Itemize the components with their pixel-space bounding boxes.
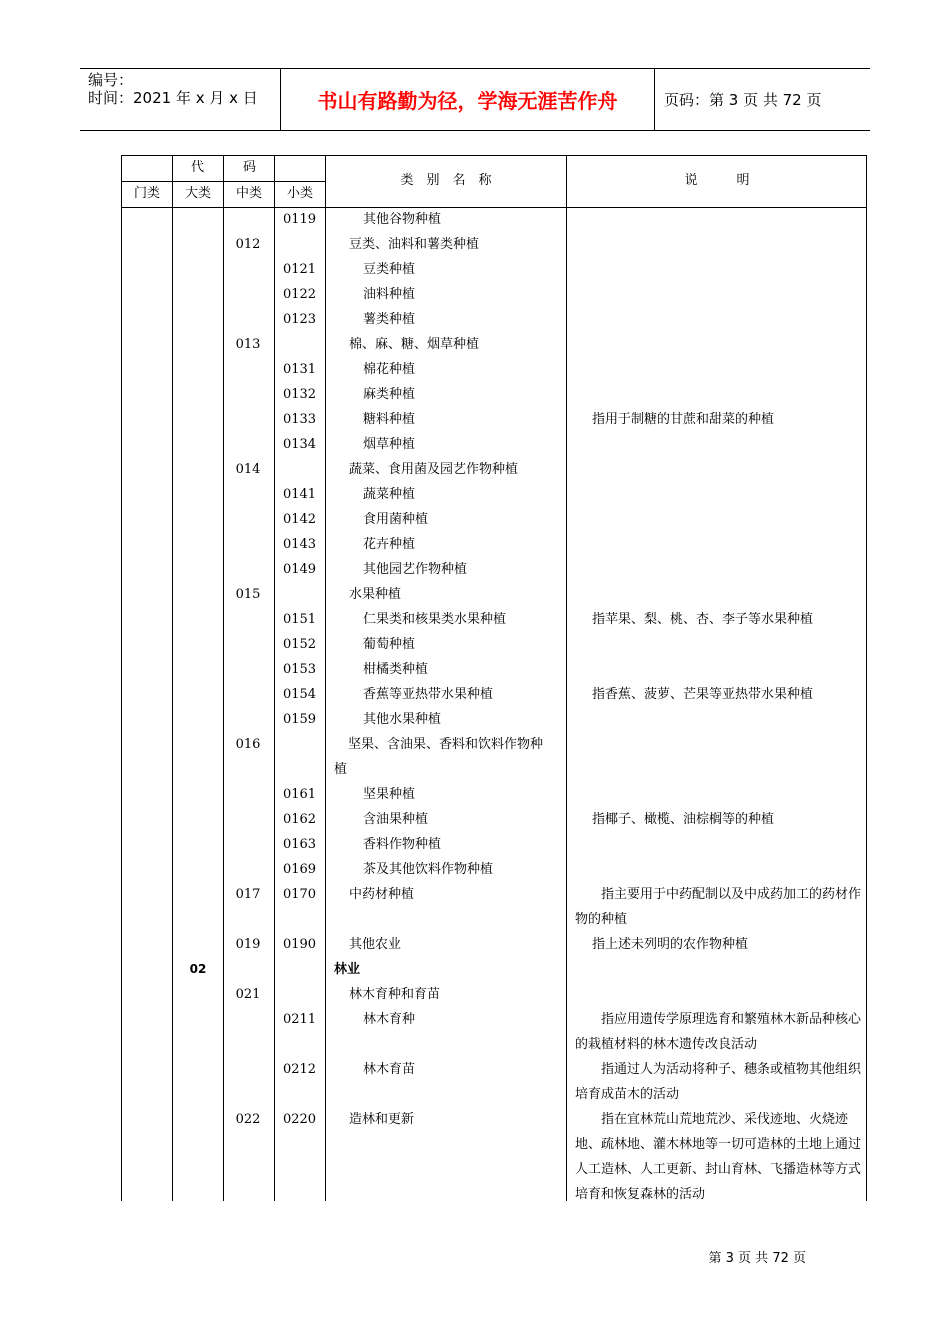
- code-xiao: 0152: [282, 637, 317, 652]
- header-name: 类 别 名 称: [400, 173, 492, 188]
- category-desc: 指主要用于中药配制以及中成药加工的药材作物的种植: [575, 887, 862, 927]
- header-zhong: 中类: [235, 186, 262, 201]
- table-row: [122, 482, 868, 507]
- category-desc: 指应用遗传学原理选育和繁殖林木新品种核心的栽植材料的林木遗传改良活动: [575, 1012, 862, 1052]
- header-da: 大类: [184, 186, 211, 201]
- category-desc: 指在宜林荒山荒地荒沙、采伐迹地、火烧迹地、疏林地、灌木林地等一切可造林的土地上通过人工造林、人工更新、封山育林、飞播造林等方式培育和恢复森林的活动: [575, 1112, 862, 1202]
- category-name: 林业: [334, 962, 361, 977]
- category-desc: 指上述未列明的农作物种植: [592, 937, 749, 952]
- table-row: [122, 1057, 868, 1107]
- table-row: [122, 807, 868, 832]
- category-name: 造林和更新: [349, 1112, 415, 1127]
- code-xiao: 0141: [282, 487, 317, 502]
- code-xiao: 0151: [282, 612, 317, 627]
- table-row: [122, 307, 868, 332]
- table-row: [122, 432, 868, 457]
- code-xiao: 0131: [282, 362, 317, 377]
- header-code: 代 码: [190, 160, 256, 175]
- header-xiao: 小类: [286, 186, 313, 201]
- code-zhong: 014: [235, 462, 261, 477]
- table-row: [122, 582, 868, 607]
- category-name: 糖料种植: [363, 412, 416, 427]
- category-name: 油料种植: [363, 287, 416, 302]
- table-row: [122, 832, 868, 857]
- category-name: 其他园艺作物种植: [363, 562, 468, 577]
- header-men: 门类: [133, 186, 160, 201]
- classification-table: [121, 155, 867, 1201]
- code-zhong: 013: [235, 337, 261, 352]
- table-row: [122, 707, 868, 732]
- table-row: [122, 732, 868, 782]
- code-zhong: 021: [235, 987, 261, 1002]
- table-row: [122, 607, 868, 632]
- code-xiao: 0162: [282, 812, 317, 827]
- header-page-label: 页码：第 3 页 共 72 页: [664, 91, 822, 109]
- code-xiao: 0169: [282, 862, 317, 877]
- table-row: [122, 932, 868, 957]
- table-row: [122, 982, 868, 1007]
- table-row: [122, 382, 868, 407]
- code-xiao: 0149: [282, 562, 317, 577]
- code-da: 02: [189, 962, 207, 976]
- code-xiao: 0142: [282, 512, 317, 527]
- header-desc: 说 明: [684, 173, 750, 188]
- table-row: [122, 1107, 868, 1207]
- time-label: 时间：2021 年 x 月 x 日: [88, 89, 258, 107]
- category-name: 烟草种植: [363, 437, 416, 452]
- category-name: 林木育苗: [363, 1062, 416, 1077]
- category-desc: 指苹果、梨、桃、杏、李子等水果种植: [592, 612, 814, 627]
- category-name: 香料作物种植: [363, 837, 442, 852]
- document-header: [80, 68, 870, 131]
- code-zhong: 016: [235, 737, 261, 752]
- code-xiao: 0132: [282, 387, 317, 402]
- table-row: [122, 232, 868, 257]
- category-name: 茶及其他饮料作物种植: [363, 862, 494, 877]
- code-zhong: 012: [235, 237, 261, 252]
- table-row: [122, 332, 868, 357]
- category-name: 蔬菜种植: [363, 487, 416, 502]
- category-name: 含油果种植: [363, 812, 429, 827]
- table-row: [122, 557, 868, 582]
- code-xiao: 0122: [282, 287, 317, 302]
- category-name: 棉花种植: [363, 362, 416, 377]
- category-name: 中药材种植: [349, 887, 415, 902]
- table-row: [122, 632, 868, 657]
- code-xiao: 0163: [282, 837, 317, 852]
- category-name: 坚果、含油果、香料和饮料作物种植: [334, 737, 544, 777]
- category-name: 林木育种和育苗: [349, 987, 441, 1002]
- category-name: 豆类种植: [363, 262, 416, 277]
- category-name: 花卉种植: [363, 537, 416, 552]
- category-name: 棉、麻、糖、烟草种植: [349, 337, 480, 352]
- category-name: 豆类、油料和薯类种植: [349, 237, 480, 252]
- code-zhong: 019: [235, 937, 261, 952]
- category-name: 蔬菜、食用菌及园艺作物种植: [349, 462, 519, 477]
- category-name: 其他农业: [349, 937, 402, 952]
- code-zhong: 022: [235, 1112, 261, 1127]
- code-zhong: 017: [235, 887, 261, 902]
- code-xiao: 0134: [282, 437, 317, 452]
- table-row: [122, 507, 868, 532]
- code-xiao: 0161: [282, 787, 317, 802]
- table-row: [122, 657, 868, 682]
- table-row: [122, 357, 868, 382]
- header-meta: [80, 69, 281, 130]
- code-zhong: 015: [235, 587, 261, 602]
- table-row: [122, 282, 868, 307]
- category-desc: 指通过人为活动将种子、穗条或植物其他组织培育成苗木的活动: [575, 1062, 862, 1102]
- grid-line: [122, 181, 325, 182]
- code-xiao: 0159: [282, 712, 317, 727]
- table-row: [122, 532, 868, 557]
- category-desc: 指用于制糖的甘蔗和甜菜的种植: [592, 412, 775, 427]
- code-xiao: 0133: [282, 412, 317, 427]
- table-row: [122, 257, 868, 282]
- code-xiao: 0154: [282, 687, 317, 702]
- code-xiao: 0119: [282, 212, 317, 227]
- category-desc: 指香蕉、菠萝、芒果等亚热带水果种植: [592, 687, 814, 702]
- category-name: 林木育种: [363, 1012, 416, 1027]
- table-row: [122, 407, 868, 432]
- table-row: [122, 882, 868, 932]
- category-name: 仁果类和核果类水果种植: [363, 612, 507, 627]
- table-row: [122, 457, 868, 482]
- category-name: 其他谷物种植: [363, 212, 442, 227]
- category-name: 麻类种植: [363, 387, 416, 402]
- category-name: 食用菌种植: [363, 512, 429, 527]
- category-name: 坚果种植: [363, 787, 416, 802]
- code-xiao: 0121: [282, 262, 317, 277]
- table-row: [122, 1007, 868, 1057]
- code-xiao: 0211: [282, 1012, 317, 1027]
- code-xiao: 0212: [282, 1062, 317, 1077]
- code-xiao: 0170: [282, 887, 317, 902]
- table-row: [122, 857, 868, 882]
- category-name: 葡萄种植: [363, 637, 416, 652]
- code-xiao: 0123: [282, 312, 317, 327]
- table-row: [122, 207, 868, 232]
- code-xiao: 0153: [282, 662, 317, 677]
- code-xiao: 0220: [282, 1112, 317, 1127]
- category-name: 薯类种植: [363, 312, 416, 327]
- code-xiao: 0190: [282, 937, 317, 952]
- category-name: 香蕉等亚热带水果种植: [363, 687, 494, 702]
- table-row: [122, 682, 868, 707]
- page-footer: 第 3 页 共 72 页: [708, 1251, 806, 1266]
- category-name: 柑橘类种植: [363, 662, 429, 677]
- table-row: [122, 957, 868, 982]
- code-xiao: 0143: [282, 537, 317, 552]
- header-motto: 书山有路勤为径，学海无涯苦作舟: [281, 69, 655, 130]
- category-desc: 指椰子、橄榄、油棕榈等的种植: [592, 812, 775, 827]
- table-row: [122, 782, 868, 807]
- number-label: 编号：: [88, 71, 134, 89]
- category-name: 水果种植: [349, 587, 402, 602]
- category-name: 其他水果种植: [363, 712, 442, 727]
